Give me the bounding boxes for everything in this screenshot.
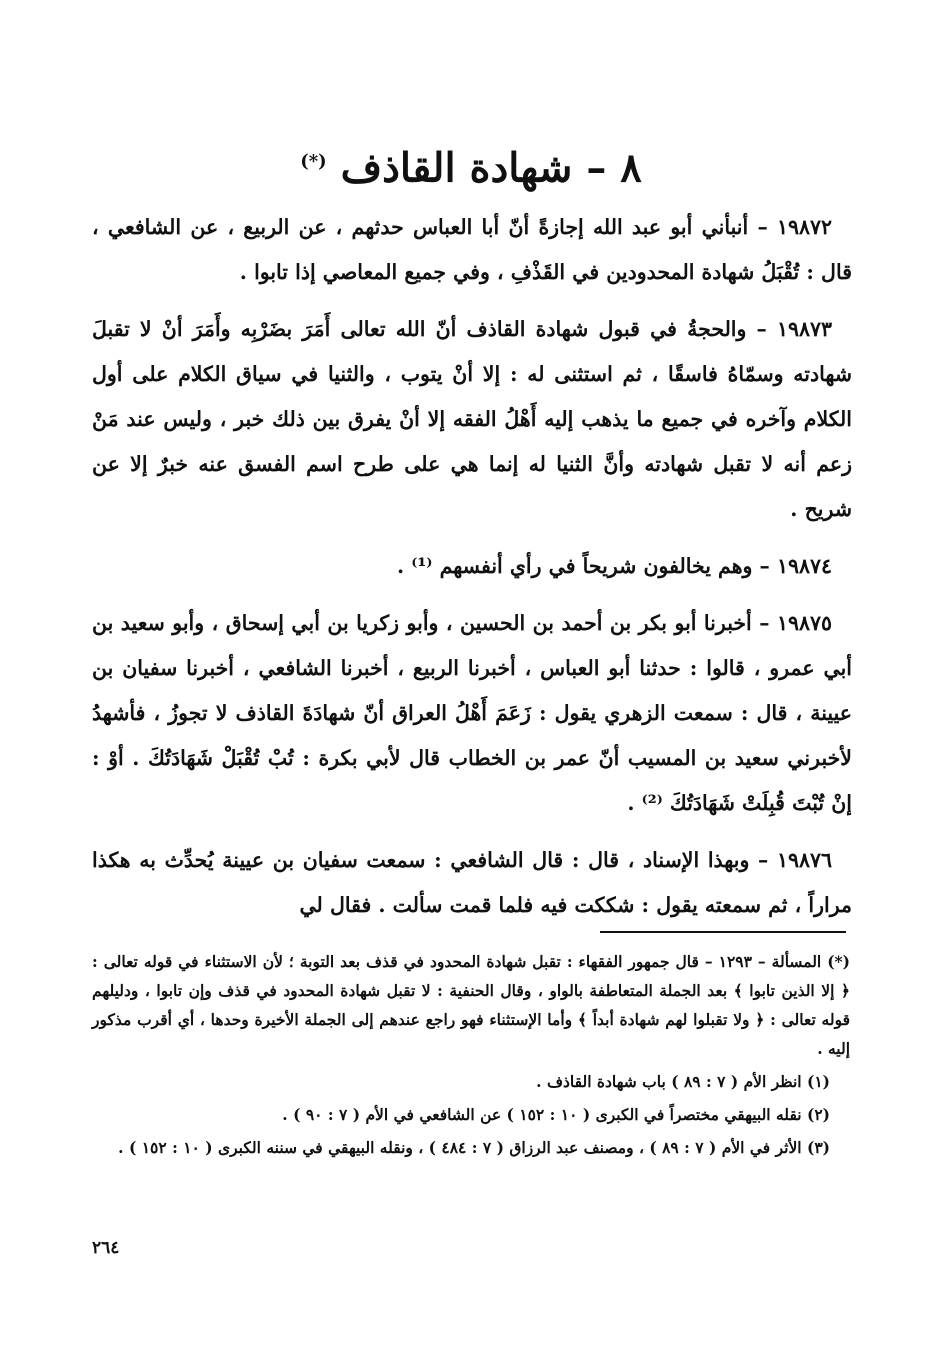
footnotes: [92, 947, 850, 1166]
footnote-3: (٣) الأثر في الأم ( ٧ : ٨٩ ) ، ومصنف عبد الرزاق ( ٧ : ٤٨٤ ) ، ونقله البيهقي في سننه الكبرى ( ١٠ : ١٥٢ ) .: [118, 1138, 830, 1157]
chapter-heading: [90, 132, 852, 192]
paragraph-19875: ١٩٨٧٥ – أخبرنا أبو بكر بن أحمد بن الحسين ، وأبو زكريا بن أبي إسحاق ، وأبو سعيد بن أبي عمرو ، قالوا : حدثنا أبو العباس ، أخبرنا الربيع ، أخبرنا الشافعي ، أخبرنا سفيان بن عيينة ، قال : سمعت الزهري يقول : زَعَمَ أَهْلُ العراق أنّ شهادَةَ القاذف لا تجوزُ ، فأشهدُ لأخبرني سعيد بن المسيب أنّ عمر بن الخطاب قال لأبي بكرة : تُبْ تُقْبَلْ شَهَادَتُكَ . أوْ : إنْ تُبْتَ قُبِلَتْ شَهَادَتُكَ ⁽²⁾ .: [92, 611, 852, 815]
footnote-1: (١) انظر الأم ( ٧ : ٨٩ ) باب شهادة القاذف .: [536, 1072, 830, 1091]
footnote-marker: (*): [300, 151, 327, 172]
chapter-title: ٨ – شهادة القاذف: [340, 144, 642, 192]
paragraph-19873: ١٩٨٧٣ – والحجةُ في قبول شهادة القاذف أنّ الله تعالى أَمَرَ بضَرْبِه وأَمَرَ أنْ لا تقبلَ شهادته وسمّاهُ فاسقًا ، ثم استثنى له : إلا أنْ يتوب ، والثنيا في سياق الكلام على أول الكلام وآخره في جميع ما يذهب إليه أَهْلُ الفقه إلا أنْ يفرق بين ذلك خبر ، وليس عند مَنْ زعم أنه لا تقبل شهادته وأنَّ الثنيا له إنما هي على طرح اسم الفسق عنه خبرٌ إلا عن شريح .: [92, 317, 852, 521]
footnote-star: (*) المسألة – ١٢٩٣ – قال جمهور الفقهاء : تقبل شهادة المحدود في قذف بعد التوبة ؛ لأن الاستثناء في قوله تعالى : ﴿ إلا الذين تابوا ﴾ بعد الجملة المتعاطفة بالواو ، وقال الحنفية : لا تقبل شهادة المحدود في قذف وإن تابوا ، ودليلهم قوله تعالى : ﴿ ولا تقبلوا لهم شهادة أبداً ﴾ وأما الإستثناء فهو راجع عندهم إلى الجملة الأخيرة وحدها ، أي أقرب مذكور إليه .: [92, 952, 850, 1058]
paragraph-19872: ١٩٨٧٢ – أنبأني أبو عبد الله إجازةً أنّ أبا العباس حدثهم ، عن الربيع ، عن الشافعي ، قال : تُقْبَلُ شهادة المحدودين في القَذْفِ ، وفي جميع المعاصي إذا تابوا .: [92, 215, 852, 284]
page-number: ٢٦٤: [92, 1238, 120, 1258]
paragraph-19876: ١٩٨٧٦ – وبهذا الإسناد ، قال : قال الشافعي : سمعت سفيان بن عيينة يُحدِّث به هكذا مراراً ، ثم سمعته يقول : شككت فيه فلما قمت سألت . فقال لي: [92, 848, 852, 917]
footnote-2: (٢) نقله البيهقي مختصراً في الكبرى ( ١٠ : ١٥٢ ) عن الشافعي في الأم ( ٧ : ٩٠ ) .: [282, 1105, 830, 1124]
main-text: [92, 205, 852, 940]
footnote-separator: [600, 931, 846, 933]
paragraph-19874: ١٩٨٧٤ – وهم يخالفون شريحاً في رأي أنفسهم ⁽¹⁾ .: [396, 554, 832, 578]
